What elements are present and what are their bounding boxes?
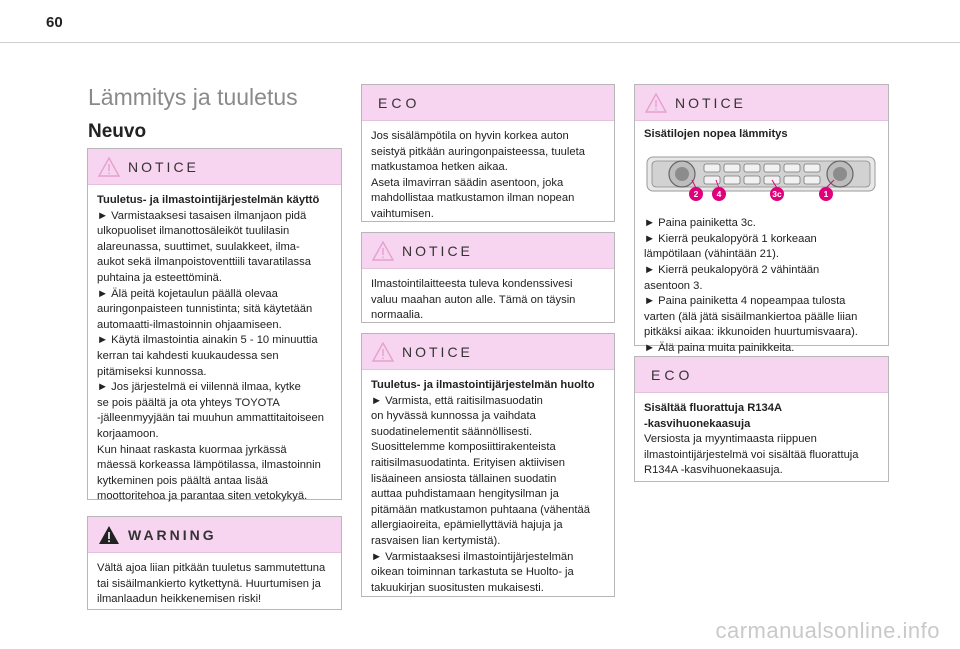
eco-header — [362, 85, 614, 121]
notice-line: rasvaisen lian kertymistä). — [371, 534, 501, 547]
warning-body — [88, 553, 341, 616]
notice-line: ► Käytä ilmastointia ainakin 5 - 10 minuuttia — [97, 334, 318, 347]
badge-2: 2 — [693, 188, 699, 199]
page-title: Lämmitys ja tuuletus — [88, 84, 298, 110]
warning-triangle-icon — [372, 241, 394, 261]
notice-line: oikean toiminnan tarkastuta se Huolto- ja — [371, 566, 574, 579]
header-divider — [0, 42, 960, 43]
warning-triangle-icon — [98, 157, 120, 177]
eco-heading: -kasvihuonekaasuja — [644, 417, 751, 430]
notice-line: aukot sekä ilmanpoistoventtiili tavaratilassa — [97, 256, 311, 269]
notice-label: NOTICE — [402, 343, 473, 360]
warning-header — [88, 517, 341, 553]
notice-body — [362, 269, 614, 332]
notice-line: -jälleenmyyjään tai muuhun ammattitaitoiseen — [97, 412, 324, 425]
notice-line: Kun hinaat raskasta kuormaa jyrkässä — [97, 443, 287, 456]
notice-header — [362, 233, 614, 269]
notice-line: ► Älä paina muita painikkeita. — [644, 341, 795, 354]
notice-line: se pois päältä ja ota yhteys TOYOTA — [97, 396, 280, 409]
warning-triangle-icon — [372, 342, 394, 362]
notice-header — [362, 334, 614, 370]
eco-line: matkustamoa hetken aikaa. — [371, 161, 508, 174]
notice-line: alareunassa, suuttimet, suulakkeet, ilma- — [97, 240, 300, 253]
notice-heading: Tuuletus- ja ilmastointijärjestelmän käyttö — [97, 194, 320, 206]
notice-line: lämpötilaan (vähintään 21). — [644, 248, 779, 261]
notice-heading: Tuuletus- ja ilmastointijärjestelmän huolto — [371, 379, 595, 391]
notice-line: ► Kierrä peukalopyörä 1 korkeaan — [644, 232, 817, 245]
eco-header — [635, 357, 888, 393]
notice-line: auringonpaisteen tunnistinta; sitä käytetään — [97, 303, 313, 316]
badge-4: 4 — [716, 188, 722, 199]
notice-line: on hyvässä kunnossa ja vaihdata — [371, 410, 536, 423]
notice-line: Ilmastointilaitteesta tuleva kondenssivesi — [371, 278, 573, 290]
eco-body — [362, 121, 614, 231]
eco-line: vaihtumisen. — [371, 207, 434, 220]
notice-heading: Sisätilojen nopea lämmitys — [644, 128, 788, 140]
eco-label: ECO — [378, 94, 421, 111]
notice-line: kytkeminen pois päältä antaa lisää — [97, 474, 269, 487]
notice-line: ulkopuoliset ilmanottosäleiköt tuulilasin — [97, 225, 290, 238]
warning-box — [87, 516, 342, 610]
eco-line: Jos sisälämpötila on hyvin korkea auton — [371, 130, 569, 142]
notice-line: ► Kierrä peukalopyörä 2 vähintään — [644, 263, 820, 276]
warning-triangle-filled-icon — [98, 525, 120, 545]
notice-label: NOTICE — [402, 242, 473, 259]
notice-line: pitkäksi aikaa: ikkunoiden huurtumisvaara). — [644, 326, 858, 339]
notice-line: auttaa puhdistamaan hengitysilman ja — [371, 488, 559, 501]
notice-body — [88, 185, 341, 513]
notice-box-quick-heating — [634, 84, 889, 354]
notice-label: NOTICE — [128, 158, 199, 175]
notice-line: ► Älä peitä kojetaulun päällä olevaa — [97, 287, 278, 300]
section-title: Neuvo — [88, 121, 147, 142]
climate-control-panel-illustration — [644, 147, 878, 211]
notice-line: takuukirjan suositusten mukaisesti. — [371, 581, 544, 594]
notice-body — [635, 121, 888, 365]
eco-line: Aseta ilmavirran säädin asentoon, joka — [371, 176, 564, 189]
eco-line: R134A -kasvihuonekaasuja. — [644, 464, 783, 477]
notice-body — [362, 370, 614, 604]
notice-line: asentoon 3. — [644, 279, 703, 292]
notice-line: allergiaoireita, epämiellyttäviä hajuja ja — [371, 519, 563, 532]
eco-heading: Sisältää fluorattuja R134A — [644, 402, 783, 414]
notice-label: NOTICE — [675, 94, 746, 111]
notice-box-usage — [87, 148, 342, 503]
notice-line: Suosittelemme komposiittirakenteista — [371, 441, 556, 454]
eco-line: seistyä pitkään auringonpaisteessa, tuuleta — [371, 145, 585, 158]
notice-line: suodatinelementit säännöllisesti. — [371, 425, 533, 438]
warning-line: ilmanlaadun heikkenemisen riski! — [97, 593, 262, 606]
warning-label: WARNING — [128, 526, 217, 543]
notice-box-maintenance — [361, 333, 615, 597]
watermark: carmanualsonline.info — [715, 618, 940, 643]
notice-line: puhtaina ja esteettöminä. — [97, 271, 223, 284]
notice-line: raitisilmasuodatinta. Erityisen aktiivisen — [371, 456, 565, 469]
badge-3c: 3c — [772, 188, 782, 199]
notice-line: pitämiseksi kunnossa. — [97, 365, 207, 378]
notice-line: ► Jos järjestelmä ei viilennä ilmaa, kytke — [97, 381, 301, 394]
notice-line: pitämään matkustamon puhtaana (vähentää — [371, 503, 590, 516]
eco-label: ECO — [651, 366, 694, 383]
notice-header — [88, 149, 341, 185]
badge-1: 1 — [823, 188, 829, 199]
eco-box-refrigerant — [634, 356, 889, 482]
eco-line: mahdollistaa matkustamon ilman nopean — [371, 192, 575, 205]
eco-line: ilmastointijärjestelmä voi sisältää fluorattuja — [644, 448, 859, 461]
notice-header — [635, 85, 888, 121]
notice-box-condensation — [361, 232, 615, 323]
notice-line: lisäaineen ansiosta tällainen suodatin — [371, 472, 557, 485]
warning-line: Vältä ajoa liian pitkään tuuletus sammutettuna — [97, 562, 326, 574]
notice-line: ► Paina painiketta 3c. — [644, 217, 756, 230]
eco-box-ventilation — [361, 84, 615, 222]
notice-line: kerran tai kahdesti kuukaudessa sen — [97, 349, 279, 362]
notice-line: varten (älä jätä sisäilmankiertoa päälle liian — [644, 310, 858, 323]
notice-line: korjaamoon. — [97, 427, 159, 440]
page-number: 60 — [46, 14, 63, 31]
notice-line: ► Varmistaaksesi ilmastointijärjestelmän — [371, 550, 574, 563]
warning-line: tai sisäilmankierto kytkettynä. Huurtumisen ja — [97, 577, 321, 590]
notice-line: ► Varmistaaksesi tasaisen ilmanjaon pidä — [97, 209, 307, 222]
notice-line: moottoritehoa ja parantaa siten vetokykyä. — [97, 490, 308, 503]
notice-line: valuu maahan auton alle. Tämä on täysin — [371, 293, 576, 306]
notice-line: ► Paina painiketta 4 nopeampaa tulosta — [644, 295, 846, 308]
warning-triangle-icon — [645, 93, 667, 113]
notice-line: mäessä korkeassa lämpötilassa, ilmastoinnin — [97, 459, 321, 472]
notice-line: ► Varmista, että raitisilmasuodatin — [371, 394, 543, 407]
eco-line: Versiosta ja myyntimaasta riippuen — [644, 433, 817, 446]
notice-line: normaalia. — [371, 309, 424, 322]
eco-body — [635, 393, 888, 487]
notice-line: automaatti-ilmastoinnin ohjaamiseen. — [97, 318, 282, 331]
